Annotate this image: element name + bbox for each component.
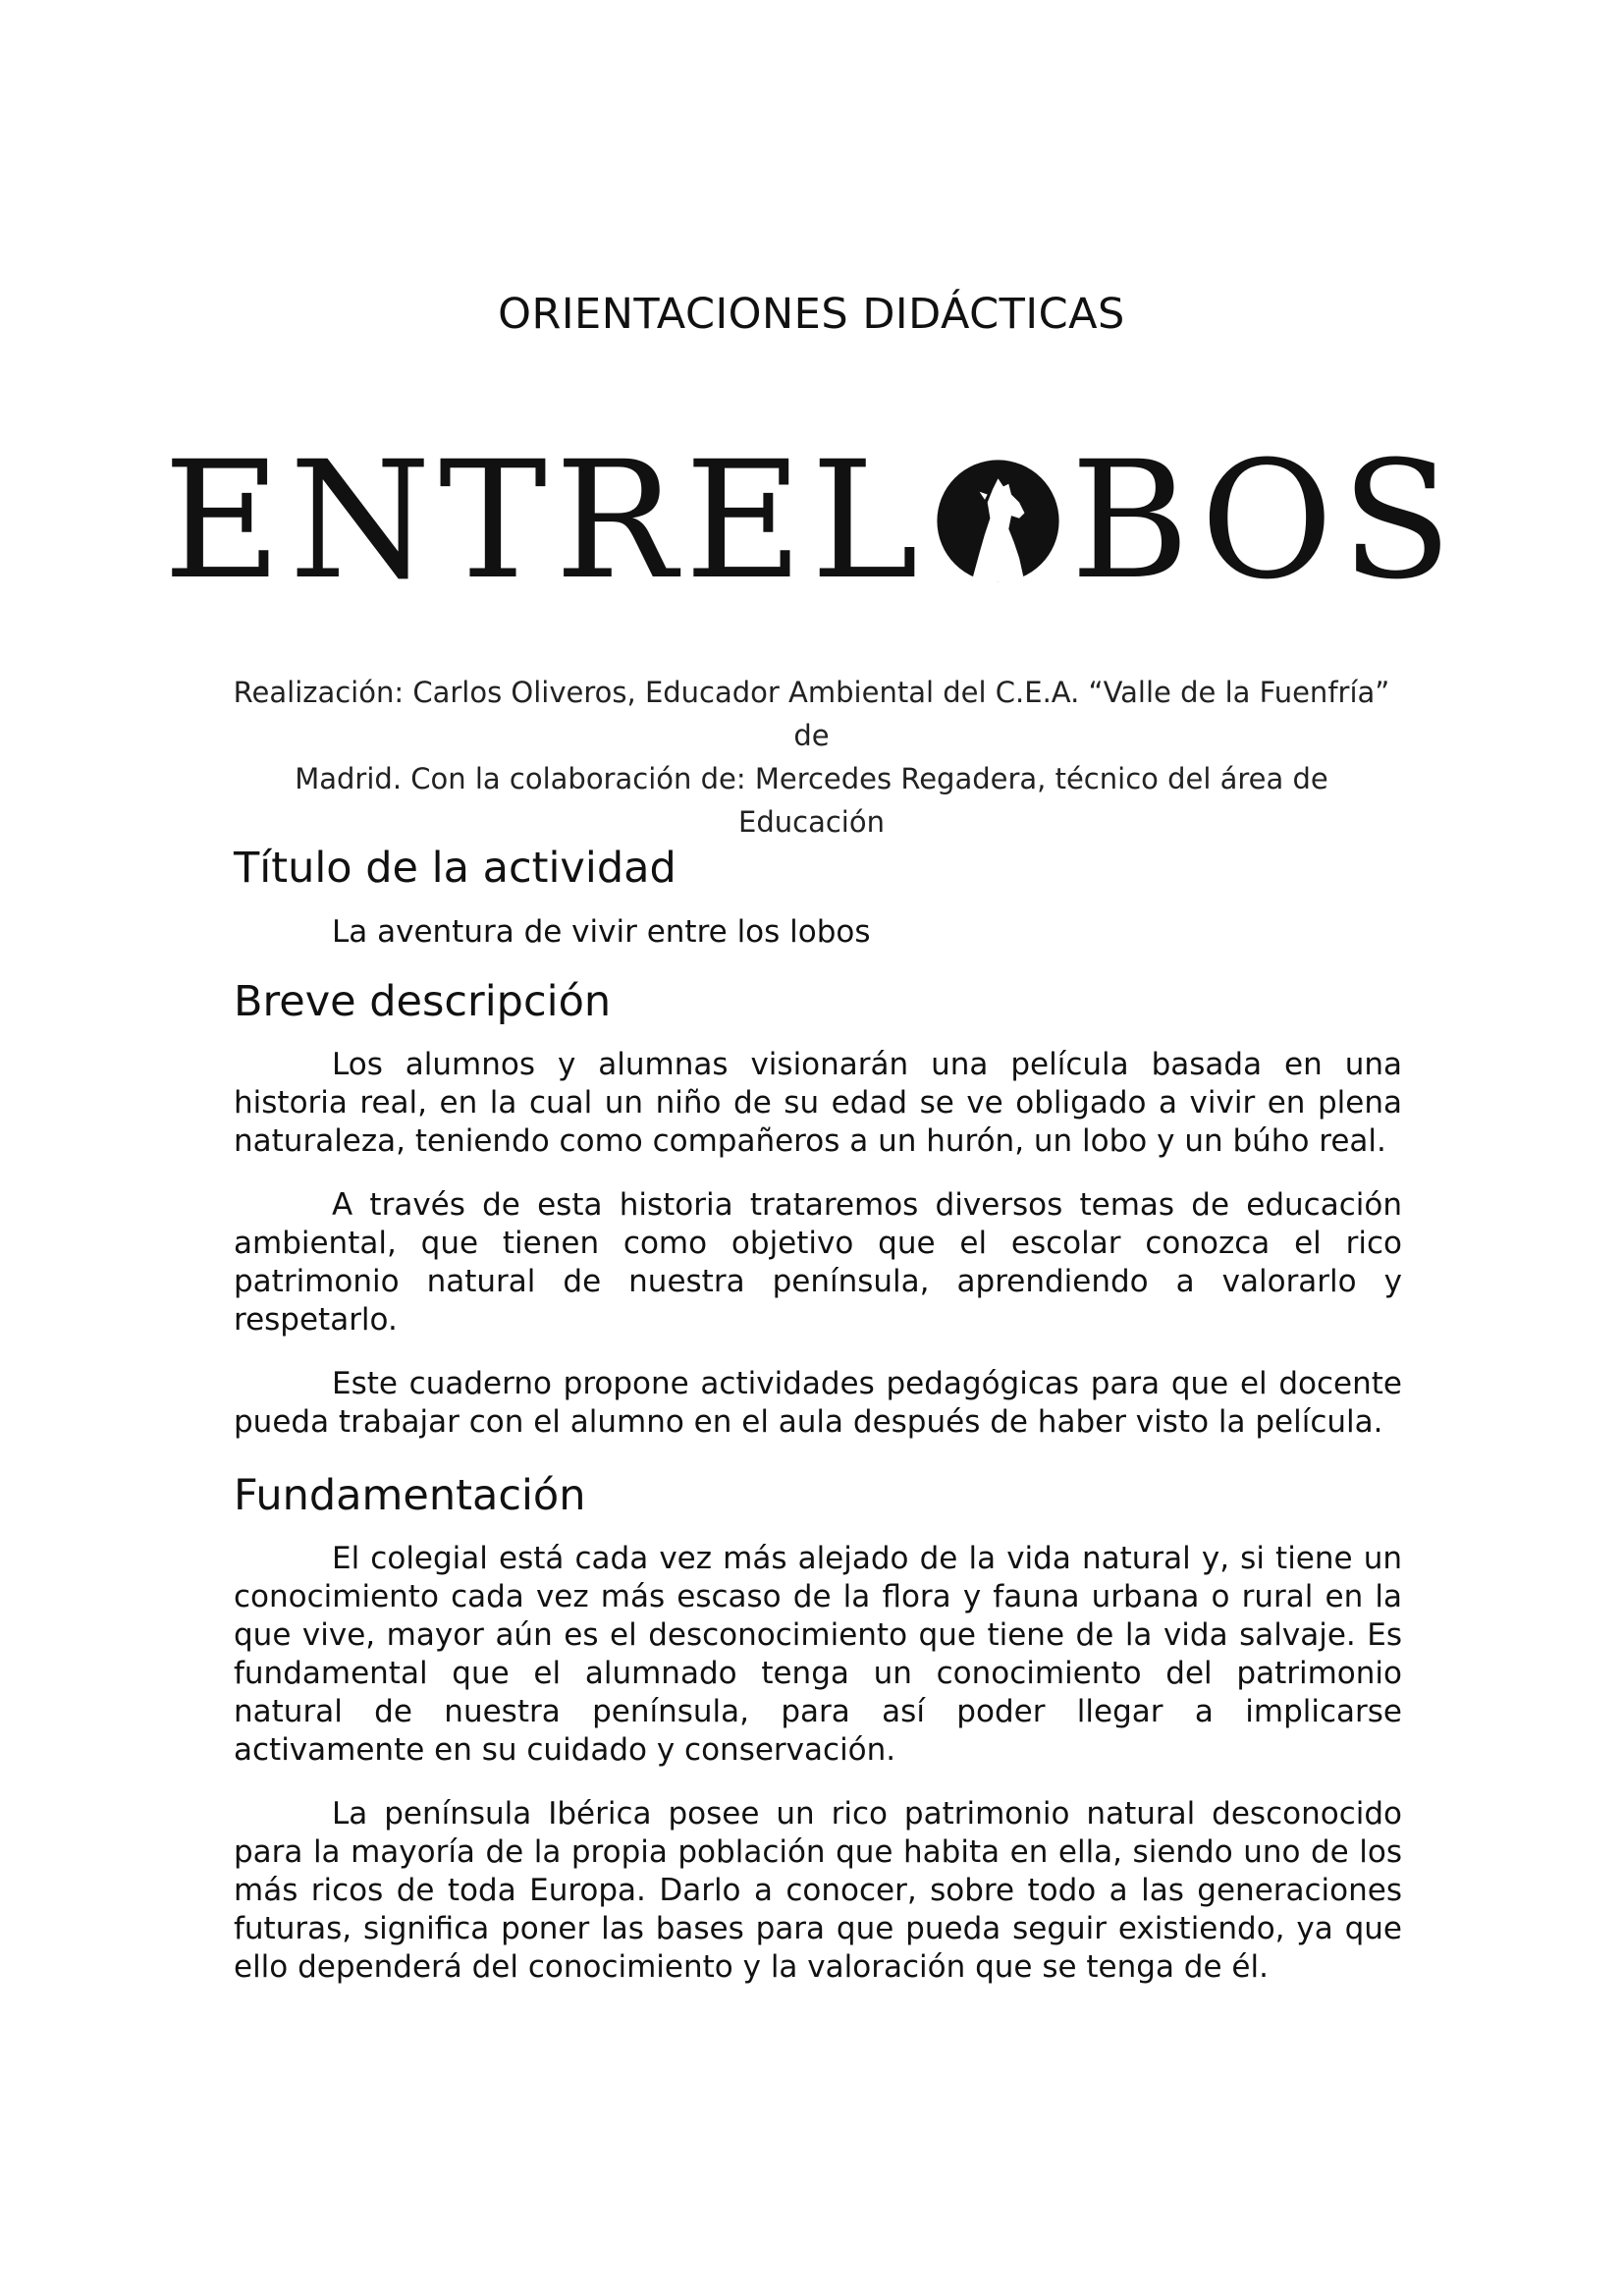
activity-title-text: La aventura de vivir entre los lobos (332, 914, 871, 950)
logo-text-right: BOS (1070, 426, 1460, 615)
section-heading-titulo: Título de la actividad (234, 844, 676, 893)
paragraph: El colegial está cada vez más alejado de la vida natural y, si tiene un conocimiento cada vez más escaso de la flora y fauna urbana o rural en la que vive, mayor aún es el desconocimiento que tiene de la vida salvaje. Es fundamental que el alumnado tenga un conocimiento del patrimonio natural de nuestra península, para así poder llegar a implicarse activamente en su cuidado y conservación. (234, 1541, 1402, 1768)
paragraph: A través de esta historia trataremos diversos temas de educación ambiental, que tienen como objetivo que el escolar conozca el rico patrimonio natural de nuestra península, aprendiendo a valorarlo y respetarlo. (234, 1187, 1402, 1338)
howling-wolf-moon-icon (932, 455, 1064, 587)
section-heading-descripcion: Breve descripción (234, 977, 612, 1026)
credits-line-1: Realización: Carlos Oliveros, Educador Ambiental del C.E.A. “Valle de la Fuenfría” de (233, 676, 1390, 752)
paragraph: Este cuaderno propone actividades pedagógicas para que el docente pueda trabajar con el alumno en el aula después de haber visto la película. (234, 1366, 1402, 1440)
paragraph: La península Ibérica posee un rico patrimonio natural desconocido para la mayoría de la propia población que habita en ella, siendo uno de los más ricos de toda Europa. Darlo a conocer, sobre todo a las generaciones futuras, significa poner las bases para que pueda seguir existiendo, ya que ello dependerá del conocimiento y la valoración que se tenga de él. (234, 1796, 1402, 1985)
credits-block (226, 671, 1397, 844)
document-body (234, 840, 1402, 2012)
credits-line-2: Madrid. Con la colaboración de: Mercedes Regadera, técnico del área de Educación (295, 762, 1328, 839)
logo-text-left: ENTREL (163, 426, 927, 615)
section-heading-fundamentacion: Fundamentación (234, 1471, 586, 1520)
entrelobos-logo (163, 426, 1460, 615)
document-title: ORIENTACIONES DIDÁCTICAS (498, 290, 1125, 339)
paragraph: Los alumnos y alumnas visionarán una película basada en una historia real, en la cual un niño de su edad se ve obligado a vivir en plena naturaleza, teniendo como compañeros a un hurón, un lobo y un búho real. (234, 1047, 1402, 1159)
